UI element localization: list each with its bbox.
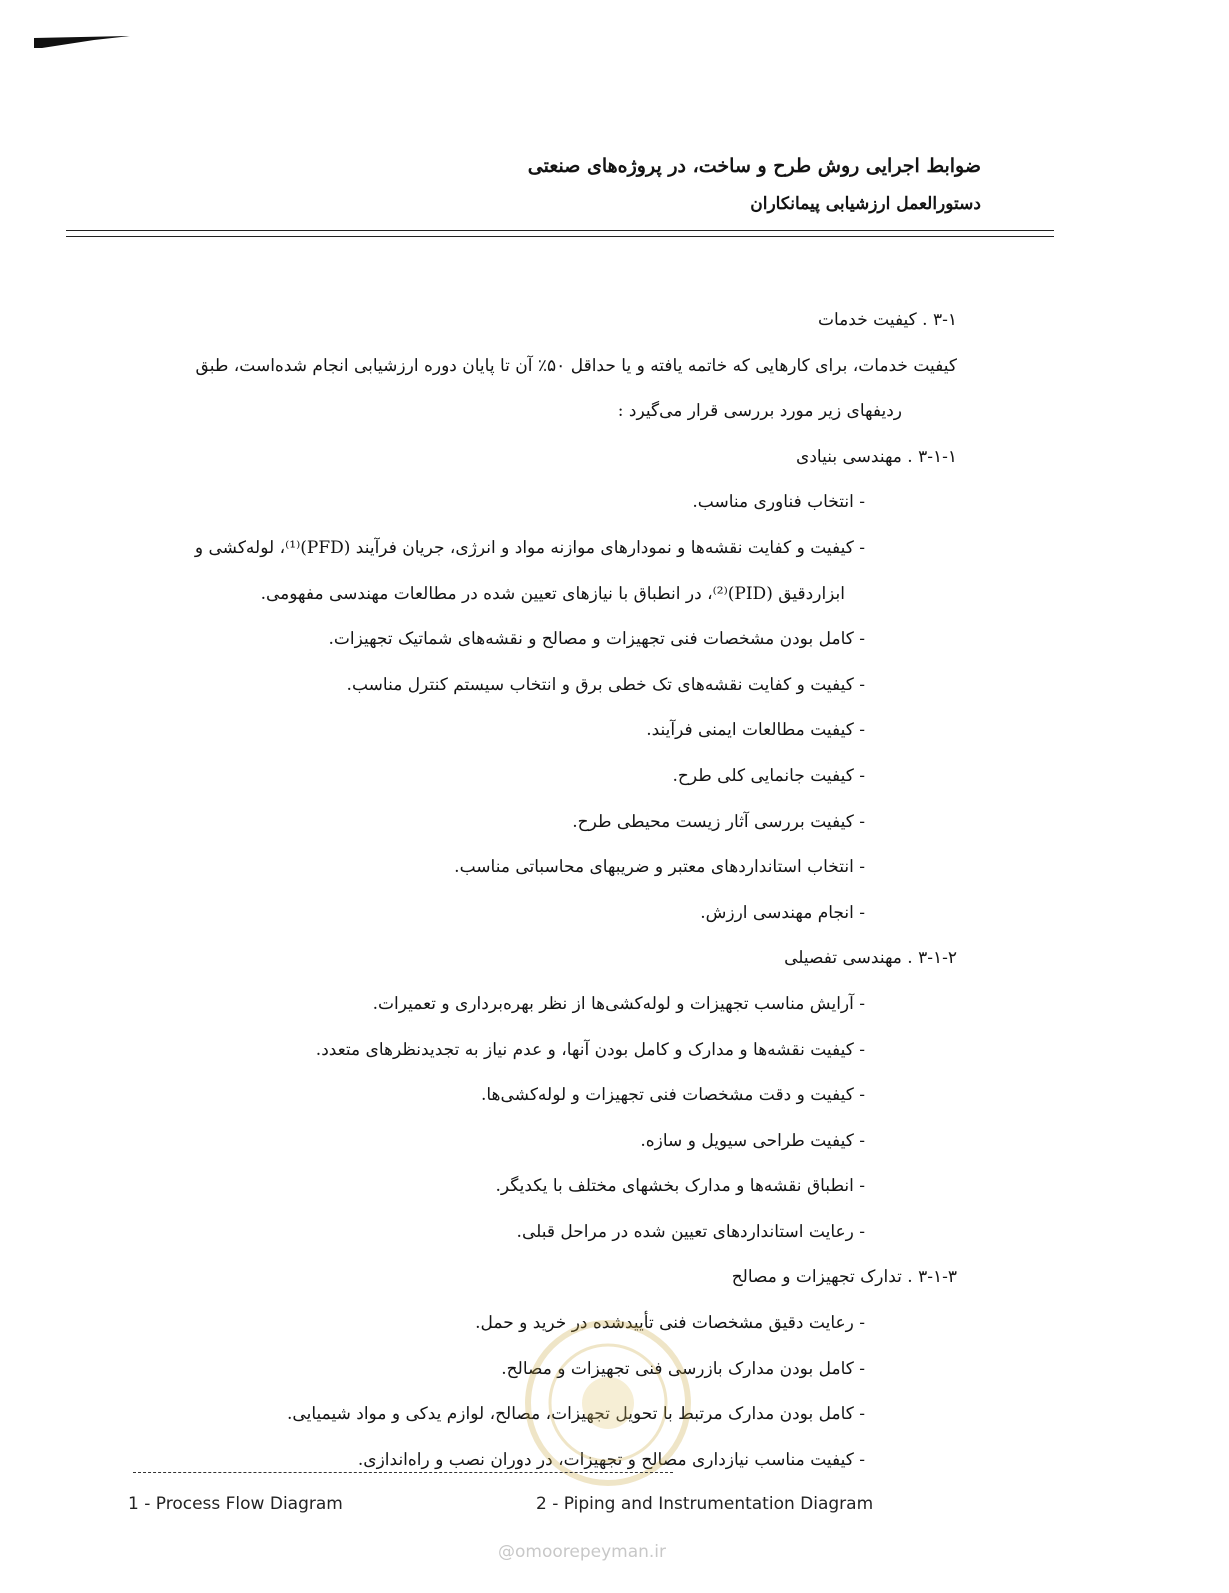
- seal-stamp: [488, 1318, 728, 1488]
- scan-mark: [34, 36, 130, 50]
- list-item: - انطباق نقشه‌ها و مدارک بخشهای مختلف با یکدیگر.: [495, 1176, 865, 1197]
- footnote-2: 2 - Piping and Instrumentation Diagram: [536, 1494, 874, 1514]
- section-heading: ۳-۱-۱ . مهندسی بنیادی: [796, 446, 957, 467]
- section-heading: ۳-۱ . کیفیت خدمات: [818, 310, 957, 330]
- list-item: - آرایش مناسب تجهیزات و لوله‌کشی‌ها از نظر بهره‌برداری و تعمیرات.: [372, 993, 865, 1014]
- list-item: - رعایت استانداردهای تعیین شده در مراحل قبلی.: [516, 1221, 865, 1242]
- document-body: [117, 298, 957, 1483]
- header-subtitle: دستورالعمل ارزشیابی پیمانکاران: [750, 194, 981, 214]
- header-title: ضوابط اجرایی روش طرح و ساخت، در پروژه‌های صنعتی: [527, 155, 981, 177]
- paragraph-line: کیفیت خدمات، برای کارهایی که خاتمه یافته و یا حداقل ۵۰٪ آن تا پایان دوره ارزشیابی انجام شده‌است، طبق: [195, 355, 957, 376]
- section-heading: ۳-۱-۲ . مهندسی تفصیلی: [784, 948, 957, 969]
- list-item: ابزاردقیق (PID)⁽²⁾، در انطباق با نیازهای تعیین شده در مطالعات مهندسی مفهومی.: [260, 583, 845, 604]
- list-item: - کامل بودن مدارک بازرسی فنی تجهیزات و مصالح.: [501, 1358, 865, 1379]
- list-item: - کامل بودن مدارک مرتبط با تحویل تجهیزات، مصالح، لوازم یدکی و مواد شیمیایی.: [287, 1404, 865, 1425]
- list-item: - کیفیت طراحی سیویل و سازه.: [640, 1130, 865, 1151]
- list-item: - رعایت دقیق مشخصات فنی تأییدشده در خرید و حمل.: [475, 1313, 865, 1334]
- list-item: - کیفیت و کفایت نقشه‌ها و نمودارهای موازنه مواد و انرژی، جریان فرآیند (PFD)⁽¹⁾، لوله‌کشی و: [194, 537, 865, 558]
- header-rule-top: [66, 230, 1054, 231]
- list-item: - انتخاب فناوری مناسب.: [692, 492, 865, 513]
- page-header: [528, 150, 981, 220]
- list-item: - کیفیت مناسب نیازداری مصالح و تجهیزات، در دوران نصب و راه‌اندازی.: [357, 1449, 865, 1470]
- list-item: - کیفیت مطالعات ایمنی فرآیند.: [646, 720, 865, 741]
- watermark: @omoorepeyman.ir: [498, 1542, 667, 1562]
- list-item: - انجام مهندسی ارزش.: [700, 902, 865, 923]
- list-item: - کیفیت جانمایی کلی طرح.: [672, 765, 865, 786]
- list-item: - کیفیت بررسی آثار زیست محیطی طرح.: [572, 811, 865, 832]
- footnote-1: 1 - Process Flow Diagram: [128, 1494, 343, 1514]
- list-item: - کامل بودن مشخصات فنی تجهیزات و مصالح و نقشه‌های شماتیک تجهیزات.: [328, 629, 865, 650]
- header-rule-bottom: [66, 236, 1054, 237]
- list-item: - انتخاب استانداردهای معتبر و ضریبهای محاسباتی مناسب.: [454, 857, 865, 878]
- paragraph-line: ردیفهای زیر مورد بررسی قرار می‌گیرد :: [617, 401, 902, 422]
- list-item: - کیفیت نقشه‌ها و مدارک و کامل بودن آنها، و عدم نیاز به تجدیدنظرهای متعدد.: [315, 1039, 865, 1060]
- list-item: - کیفیت و دقت مشخصات فنی تجهیزات و لوله‌کشی‌ها.: [480, 1085, 865, 1106]
- section-heading: ۳-۱-۳ . تدارک تجهیزات و مصالح: [731, 1267, 957, 1288]
- list-item: - کیفیت و کفایت نقشه‌های تک خطی برق و انتخاب سیستم کنترل مناسب.: [346, 674, 865, 695]
- footnote-rule: [133, 1472, 673, 1473]
